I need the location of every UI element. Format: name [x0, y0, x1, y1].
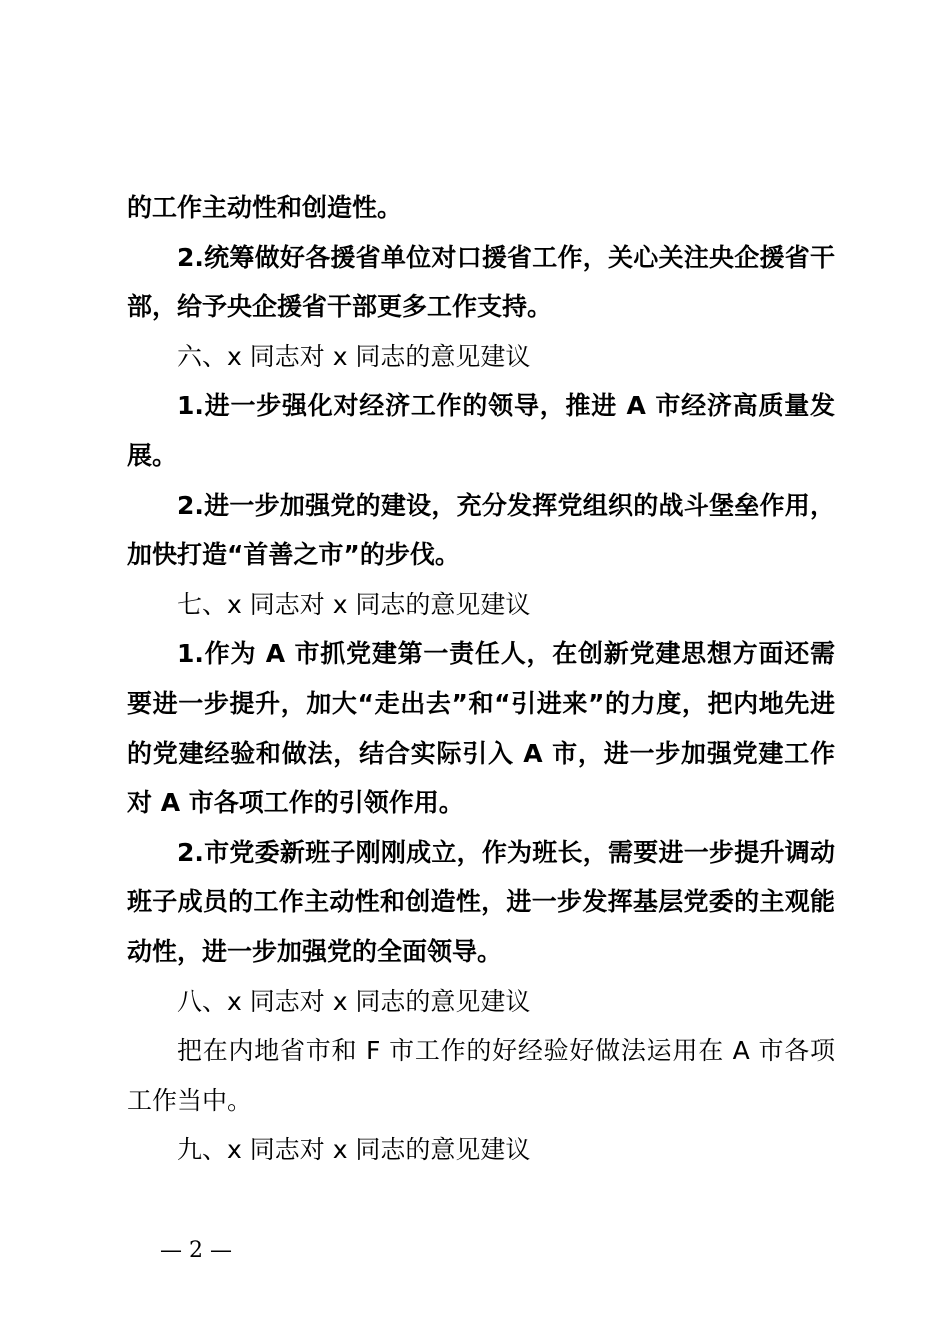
document-body	[127, 183, 835, 1175]
paragraph-experience: 把在内地省市和 F 市工作的好经验好做法运用在 A 市各项工作当中。	[127, 1036, 835, 1115]
paragraph-item-2-new-team: 2.市党委新班子刚刚成立，作为班长，需要进一步提升调动班子成员的工作主动性和创造性，进一步发挥基层党委的主观能动性，进一步加强党的全面领导。	[127, 837, 835, 966]
section-heading-6: 六、x 同志对 x 同志的意见建议	[177, 341, 531, 371]
paragraph-continuation: 的工作主动性和创造性。	[127, 193, 403, 222]
paragraph-item-1-first-responsible: 1.作为 A 市抓党建第一责任人，在创新党建思想方面还需要进一步提升，加大“走出去”和“引进来”的力度，把内地先进的党建经验和做法，结合实际引入 A 市，进一步加强党建工作对 A 市各项工作的引领作用。	[127, 639, 835, 818]
section-heading-8: 八、x 同志对 x 同志的意见建议	[177, 986, 531, 1016]
section-heading-9: 九、x 同志对 x 同志的意见建议	[177, 1135, 531, 1165]
paragraph-item-2-support: 2.统筹做好各援省单位对口援省工作，关心关注央企援省干部，给予央企援省干部更多工作支持。	[127, 242, 835, 322]
page-number: — 2 —	[160, 1238, 232, 1263]
section-heading-7: 七、x 同志对 x 同志的意见建议	[177, 589, 531, 619]
paragraph-item-1-economy: 1.进一步强化对经济工作的领导，推进 A 市经济高质量发展。	[127, 391, 835, 470]
paragraph-item-2-party-building: 2.进一步加强党的建设，充分发挥党组织的战斗堡垒作用，加快打造“首善之市”的步伐。	[127, 490, 835, 570]
